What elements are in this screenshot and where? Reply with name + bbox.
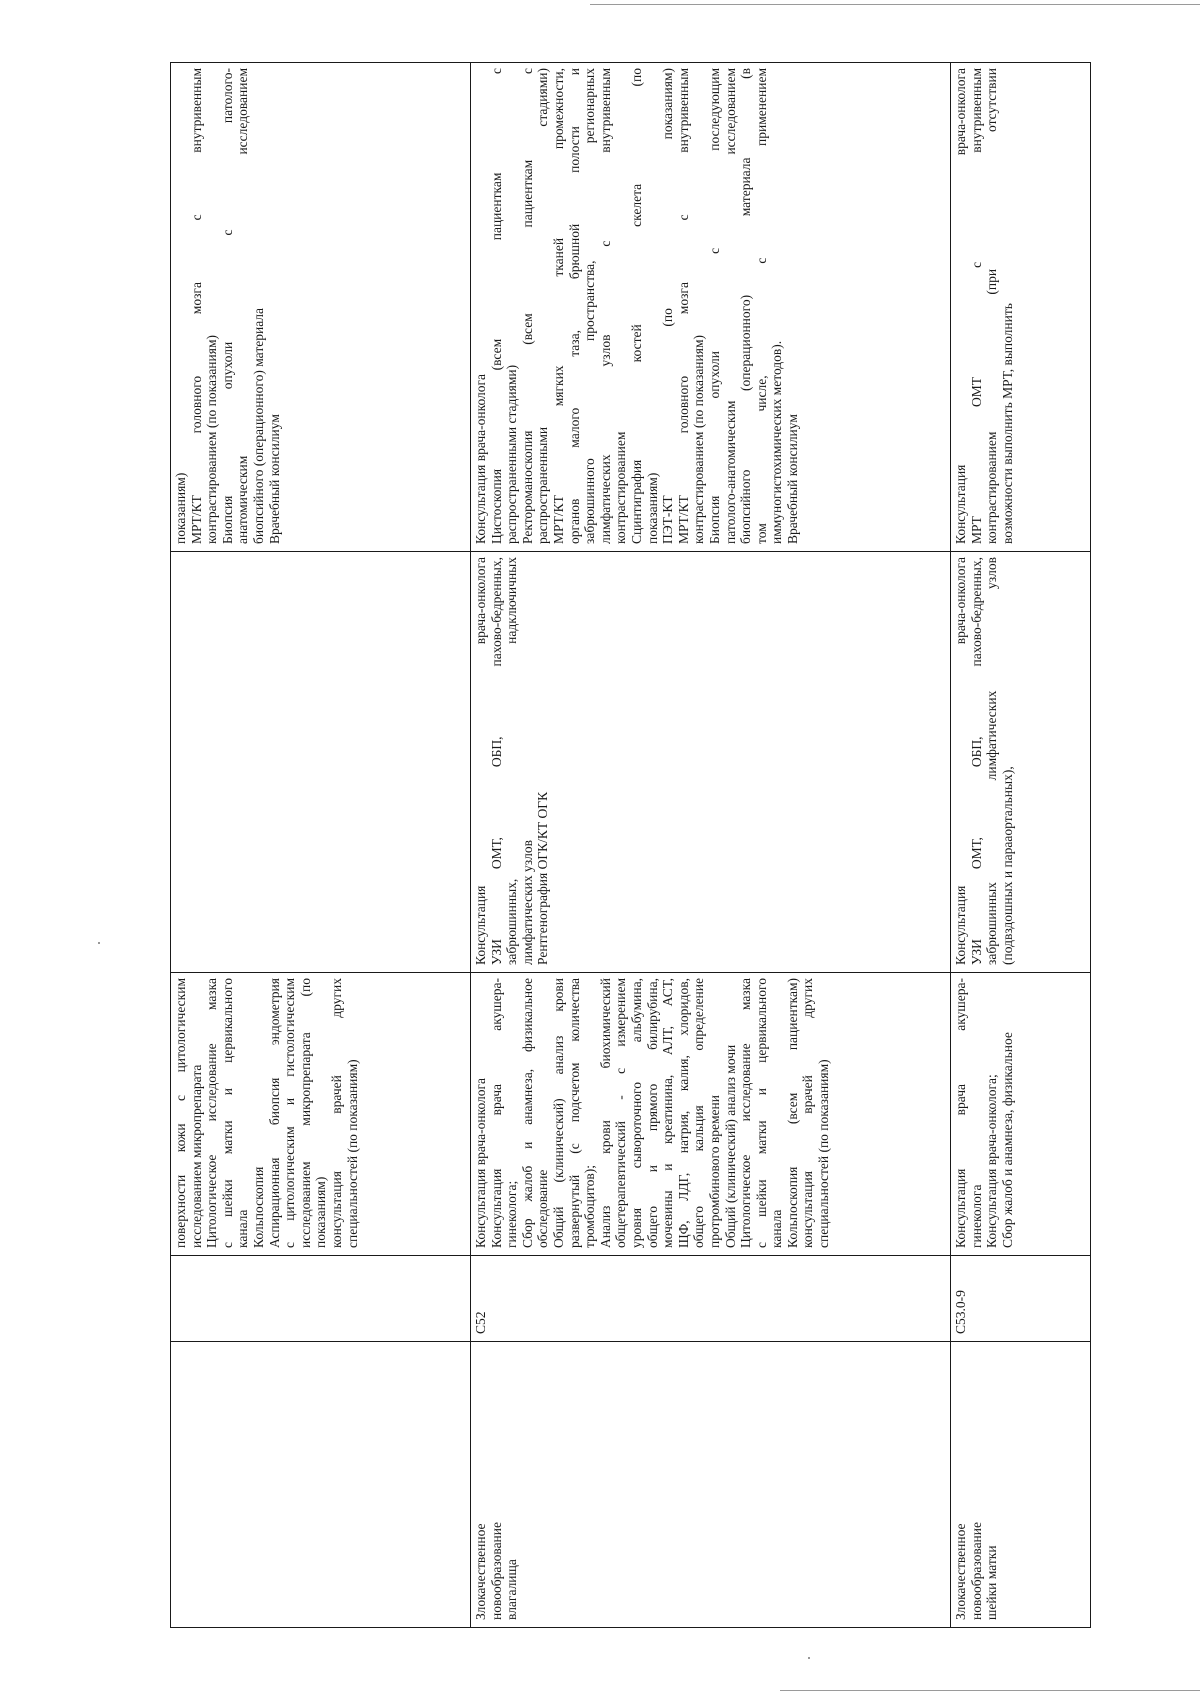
cell-line: Злокачественное — [473, 1523, 488, 1620]
table-body — [171, 63, 1091, 1628]
cell-line: забрюшинных, надключичных — [504, 557, 520, 965]
cell-line: ЩФ, ЛДГ, натрия, калия, хлоридов, — [675, 978, 691, 1248]
cell-diagnostics-initial — [951, 973, 1091, 1256]
cell-line: исследованием микропрепарата — [188, 1064, 204, 1248]
cell-line: тромбоцитов); — [582, 1164, 598, 1248]
cell-diagnostics-secondary — [171, 552, 471, 973]
cell-line: специальностей (по показаниям) — [344, 1059, 360, 1248]
cell-line: Консультация врача-онколога — [953, 557, 968, 965]
clinical-table — [170, 62, 1091, 1628]
cell-line: распространенными стадиями) — [535, 68, 551, 544]
cell-line: Сбор жалоб и анамнеза, физикальное — [519, 978, 535, 1248]
cell-line: МРТ ОМТ с внутривенным — [968, 68, 984, 544]
cell-diagnostics-initial — [471, 973, 951, 1256]
scan-speck — [808, 1657, 810, 1659]
cell-line: распространенными стадиями) — [504, 364, 520, 544]
cell-line: Консультация врача-онколога; — [984, 1074, 1000, 1248]
cell-line: органов малого таза, брюшной полости и — [566, 68, 582, 544]
cell-line: контрастированием — [613, 431, 629, 544]
cell-line: Сбор жалоб и анамнеза, физикальное — [999, 1032, 1015, 1248]
cell-line: с шейки матки и цервикального — [219, 978, 235, 1248]
cell-line: новообразование — [968, 1521, 984, 1620]
cell-line: Консультация врача акушера- — [488, 978, 504, 1248]
cell-line: забрюшинных лимфатических узлов — [984, 557, 1000, 965]
rotated-page-content — [170, 68, 1090, 1628]
table-row — [471, 63, 951, 1628]
cell-line: новообразование — [488, 1521, 504, 1620]
cell-line: Анализ крови биохимический — [597, 978, 613, 1248]
cell-line: лимфатических узлов с внутривенным — [597, 68, 613, 544]
cell-line: Сцинтиграфия костей скелета (по — [628, 68, 644, 544]
cell-line: МРТ/КТ головного мозга с внутривенным — [188, 68, 204, 544]
cell-line: том числе, с применением — [753, 68, 769, 544]
cell-line: развернутый (с подсчетом количества — [566, 978, 582, 1248]
cell-icd-code — [951, 1256, 1091, 1342]
cell-line: ПЭТ-КТ (по показаниям) — [660, 68, 676, 544]
cell-diagnosis-name — [951, 1342, 1091, 1628]
cell-line: Аспирационная биопсия эндометрия — [266, 978, 282, 1248]
cell-line: Биопсия опухоли с патолого- — [219, 68, 235, 544]
cell-diagnostics-specialized — [951, 63, 1091, 552]
cell-line: возможности выполнить МРТ, выполнить — [999, 303, 1015, 544]
cell-line: МРТ/КТ головного мозга с внутривенным — [675, 68, 691, 544]
table-row — [951, 63, 1091, 1628]
cell-diagnostics-secondary — [951, 552, 1091, 973]
cell-icd-code — [471, 1256, 951, 1342]
cell-line: Консультация врача-онколога — [953, 68, 968, 544]
cell-line: консультация врачей других — [328, 978, 344, 1248]
cell-line: с шейки матки и цервикального — [753, 978, 769, 1248]
cell-line: консультация врачей других — [800, 978, 816, 1248]
cell-line: Врачебный консилиум — [784, 414, 800, 544]
cell-line: Общий (клинический) анализ крови — [550, 978, 566, 1248]
cell-line: забрюшинного пространства, регионарных — [582, 68, 598, 544]
table-row — [171, 63, 471, 1628]
cell-line: специальностей (по показаниям) — [816, 1059, 832, 1248]
cell-line: Общий (клинический) анализ мочи — [722, 1044, 738, 1248]
cell-diagnostics-specialized — [471, 63, 951, 552]
cell-line: общего и прямого билирубина, — [644, 978, 660, 1248]
cell-line: контрастированием (по показаниям) — [204, 334, 220, 544]
cell-line: мочевины и креатинина, АЛТ, АСТ, — [660, 978, 676, 1248]
cell-line: патолого-анатомическим исследованием — [722, 68, 738, 544]
cell-line: контрастированием (при отсутствии — [984, 68, 1000, 544]
cell-line: гинеколога; — [504, 1180, 520, 1248]
cell-diagnostics-secondary — [471, 552, 951, 973]
cell-line: МРТ/КТ мягких тканей промежности, — [550, 68, 566, 544]
scan-edge-bottom — [780, 1690, 1200, 1691]
cell-diagnostics-initial — [171, 973, 471, 1256]
cell-line: Ректороманоскопия (всем пациенткам с — [519, 68, 535, 544]
cell-line: Врачебный консилиум — [266, 414, 282, 544]
cell-line: протромбинового времени — [706, 1095, 722, 1248]
cell-line: иммуногистохимических методов). — [769, 340, 785, 544]
cell-diagnostics-specialized — [171, 63, 471, 552]
cell-line: Кольпоскопия (всем пациенткам) — [784, 978, 800, 1248]
cell-line: показаниям) — [313, 1176, 329, 1248]
cell-line: обследование — [535, 1169, 551, 1248]
cell-line: Консультация врача акушера- — [953, 978, 968, 1248]
cell-line: анатомическим исследованием — [235, 68, 251, 544]
cell-line: влагалища — [504, 1559, 520, 1620]
cell-line: C52 — [473, 1311, 488, 1334]
cell-line: показаниям) — [644, 472, 660, 544]
cell-line: биопсийного (операционного) материала — [250, 307, 266, 544]
cell-line: Цитологическое исследование мазка — [738, 978, 754, 1248]
cell-line: C53.0-9 — [953, 1290, 968, 1334]
cell-line: Рентгенография ОГК/КТ ОГК — [535, 791, 551, 965]
cell-line: канала — [769, 1209, 785, 1248]
cell-line: Консультация врача-онколога — [473, 373, 488, 544]
cell-icd-code — [171, 1256, 471, 1342]
cell-line: Цистоскопия (всем пациенткам с — [488, 68, 504, 544]
cell-line: контрастированием (по показаниям) — [691, 334, 707, 544]
cell-line: с цитологическим и гистологическим — [282, 978, 298, 1248]
cell-line: общего кальция определение — [691, 978, 707, 1248]
cell-line: лимфатических узлов — [519, 840, 535, 965]
cell-line: УЗИ ОМТ, ОБП, пахово-бедренных, — [968, 557, 984, 965]
cell-line: УЗИ ОМТ, ОБП, пахово-бедренных, — [488, 557, 504, 965]
cell-line: показаниям) — [173, 472, 188, 544]
cell-line: канала — [235, 1209, 251, 1248]
cell-line: Кольпоскопия — [250, 1166, 266, 1248]
scan-speck — [98, 942, 100, 944]
cell-line: (подвздошных и парааортальных), — [999, 766, 1015, 965]
cell-line: Биопсия опухоли с последующим — [706, 68, 722, 544]
cell-line: гинеколога — [968, 1184, 984, 1248]
cell-diagnosis-name — [471, 1342, 951, 1628]
cell-line: Злокачественное — [953, 1523, 968, 1620]
cell-line: Цитологическое исследование мазка — [204, 978, 220, 1248]
cell-diagnosis-name — [171, 1342, 471, 1628]
scan-edge-top — [590, 4, 1200, 5]
cell-line: уровня сывороточного альбумина, — [628, 978, 644, 1248]
cell-line: шейки матки — [984, 1545, 1000, 1620]
cell-line: общетерапевтический - с измерением — [613, 978, 629, 1248]
cell-line: Консультация врача-онколога — [473, 1077, 488, 1248]
cell-line: биопсийного (операционного) материала (в — [738, 68, 754, 544]
cell-line: Консультация врача-онколога — [473, 557, 488, 965]
cell-line: поверхности кожи с цитологическим — [173, 978, 188, 1248]
cell-line: исследованием микропрепарата (по — [297, 978, 313, 1248]
